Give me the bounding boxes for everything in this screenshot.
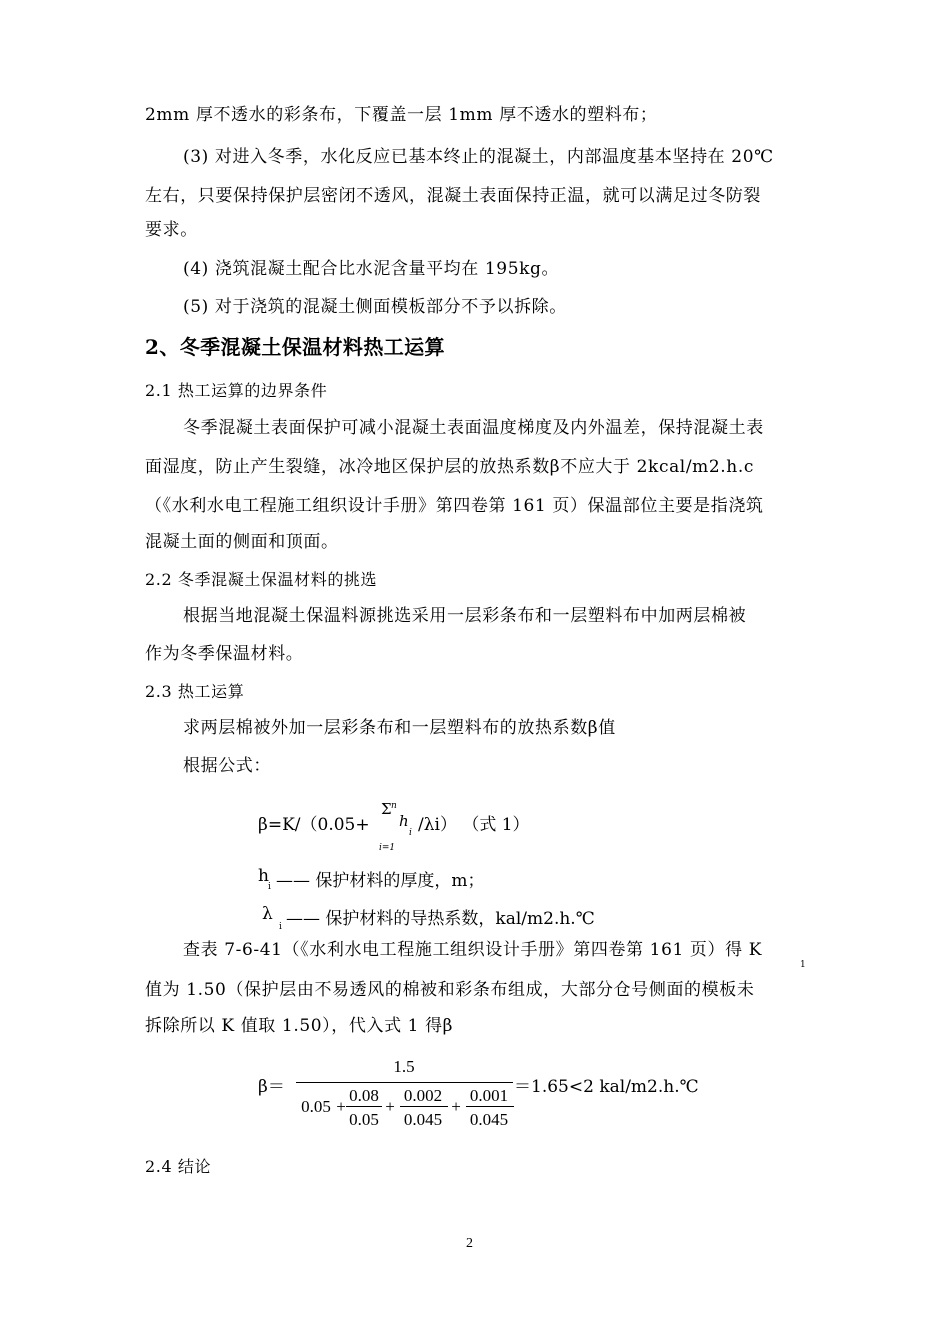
result-rhs: ＝1.65<2 kal/m2.h.℃ [514, 1077, 699, 1097]
paragraph-line: 根据公式： [183, 756, 271, 776]
text-line: (3) 对进入冬季，水化反应已基本终止的混凝土，内部温度基本坚持在 20℃ [183, 147, 774, 167]
formula-right: /λi） （式 1） [418, 815, 530, 835]
text-line: 左右，只要保持保护层密闭不透风，混凝土表面保持正温，就可以满足过冬防裂 [145, 186, 761, 206]
fraction-denominator: 0.045 [403, 1110, 443, 1129]
sigma-lower: i=1 [379, 843, 396, 853]
plus-sign: + [451, 1097, 461, 1116]
fraction-bar [400, 1106, 448, 1107]
k-subscript: 1 [800, 960, 806, 970]
def-symbol: h [258, 866, 269, 886]
formula-h-sub: i [409, 828, 412, 838]
sigma-symbol: Σ [381, 800, 392, 818]
fraction-numerator: 0.08 [349, 1086, 379, 1105]
text-line: (5) 对于浇筑的混凝土侧面模板部分不予以拆除。 [183, 297, 567, 317]
def-text: —— 保护材料的导热系数，kal/m2.h.℃ [286, 909, 595, 929]
result-numerator: 1.5 [393, 1057, 415, 1076]
paragraph-line: （《水利水电工程施工组织设计手册》第四卷第 161 页）保温部位主要是指浇筑 [145, 496, 764, 516]
subsection-title: 2.3 热工运算 [145, 682, 245, 701]
paragraph-line: 作为冬季保温材料。 [145, 644, 304, 664]
paragraph-line: 求两层棉被外加一层彩条布和一层塑料布的放热系数β值 [183, 718, 616, 738]
fraction-bar [466, 1106, 514, 1107]
main-fraction-bar [296, 1082, 513, 1083]
formula-h: h [399, 812, 409, 830]
fraction-denominator: 0.045 [469, 1110, 509, 1129]
paragraph-line: 拆除所以 K 值取 1.50），代入式 1 得β [145, 1016, 454, 1036]
def-symbol-sub: i [279, 922, 282, 932]
fraction-bar [346, 1106, 382, 1107]
def-symbol-sub: i [268, 882, 271, 892]
sigma-upper: n [391, 801, 397, 811]
fraction-numerator: 0.001 [469, 1086, 509, 1105]
paragraph-line: 冬季混凝土表面保护可减小混凝土表面温度梯度及内外温差，保持混凝土表 [183, 418, 764, 438]
text-line: 要求。 [145, 220, 198, 240]
page-number: 2 [466, 1236, 473, 1251]
def-symbol: λ [262, 904, 273, 924]
text-line: 2mm 厚不透水的彩条布，下覆盖一层 1mm 厚不透水的塑料布； [145, 105, 658, 125]
paragraph-line: 混凝土面的侧面和顶面。 [145, 532, 339, 552]
paragraph-line: 值为 1.50（保护层由不易透风的棉被和彩条布组成，大部分仓号侧面的模板未 [145, 980, 755, 1000]
formula-left: β=K/（0.05+ [258, 815, 370, 835]
plus-sign: + [336, 1097, 346, 1116]
paragraph-line: 面湿度，防止产生裂缝，冰冷地区保护层的放热系数β不应大于 2kcal/m2.h.c [145, 457, 754, 477]
denominator-term: 0.05 [301, 1097, 331, 1116]
section-heading: 2、冬季混凝土保温材料热工运算 [145, 335, 445, 359]
text-line: (4) 浇筑混凝土配合比水泥含量平均在 195kg。 [183, 259, 560, 279]
fraction-numerator: 0.002 [403, 1086, 443, 1105]
subsection-title: 2.4 结论 [145, 1157, 212, 1176]
fraction-denominator: 0.05 [349, 1110, 379, 1129]
subsection-title: 2.2 冬季混凝土保温材料的挑选 [145, 570, 378, 589]
result-lhs: β＝ [258, 1077, 285, 1097]
subsection-title: 2.1 热工运算的边界条件 [145, 381, 328, 400]
def-text: —— 保护材料的厚度，m； [276, 871, 485, 891]
plus-sign: + [385, 1097, 395, 1116]
paragraph-line: 根据当地混凝土保温料源挑选采用一层彩条布和一层塑料布中加两层棉被 [183, 606, 747, 626]
paragraph-line: 查表 7-6-41（《水利水电工程施工组织设计手册》第四卷第 161 页）得 K [183, 940, 763, 960]
